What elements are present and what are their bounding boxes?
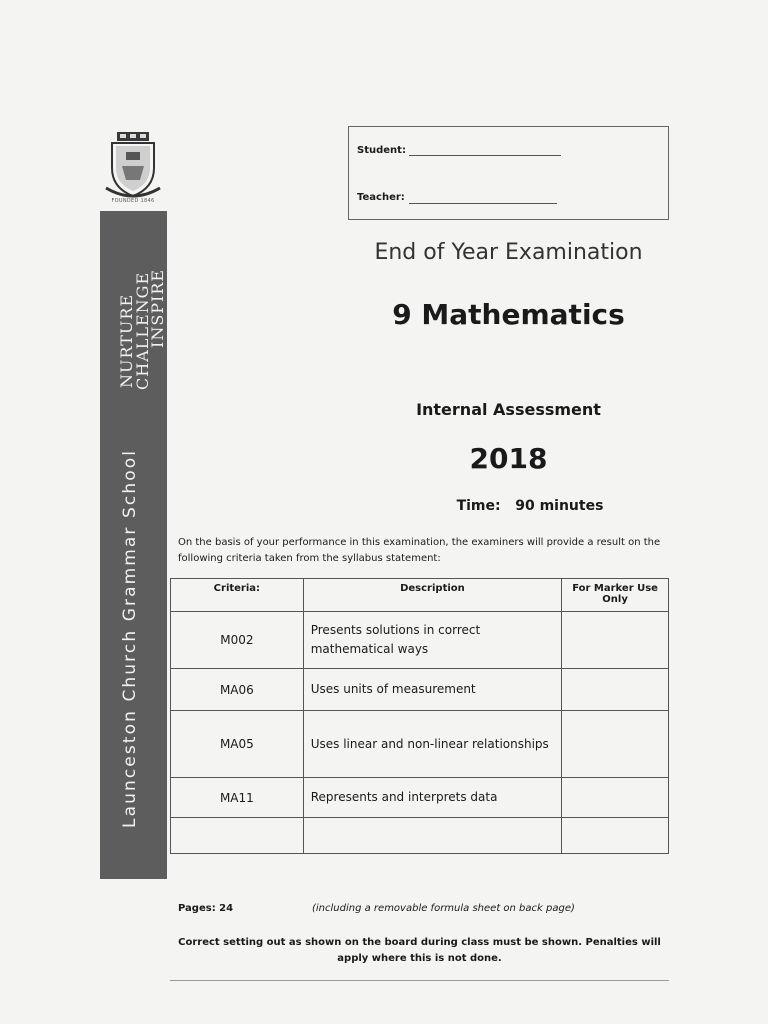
table-header-row bbox=[171, 579, 669, 612]
table-row bbox=[171, 818, 669, 854]
intro-text: On the basis of your performance in this examination, the examiners will provide a result on the following criteria taken from the syllabus statement: bbox=[178, 537, 661, 564]
exam-year: 2018 bbox=[469, 442, 548, 475]
header-criteria: Criteria: bbox=[171, 579, 304, 612]
header-marker: For Marker Use Only bbox=[562, 579, 669, 612]
teacher-label: Teacher: bbox=[357, 192, 405, 203]
criteria-code: MA06 bbox=[171, 669, 304, 711]
time-label: Time: bbox=[456, 498, 501, 514]
criteria-code: MA05 bbox=[171, 711, 304, 778]
criteria-table bbox=[170, 578, 669, 853]
bottom-divider bbox=[170, 980, 669, 981]
student-name-line[interactable] bbox=[409, 155, 561, 156]
criteria-description bbox=[303, 818, 561, 854]
table-row bbox=[171, 669, 669, 711]
criteria-code bbox=[171, 818, 304, 854]
time-value: 90 minutes bbox=[515, 498, 604, 514]
table-row bbox=[171, 711, 669, 778]
marker-cell[interactable] bbox=[562, 818, 669, 854]
motto-nurture: NURTURE bbox=[117, 293, 136, 388]
identity-box bbox=[348, 126, 669, 220]
marker-cell[interactable] bbox=[562, 669, 669, 711]
founded-text: FOUNDED 1846 bbox=[111, 198, 155, 204]
table-row bbox=[171, 778, 669, 818]
marker-cell[interactable] bbox=[562, 778, 669, 818]
school-name: Launceston Church Grammar School bbox=[120, 448, 140, 828]
subject-title: 9 Mathematics bbox=[392, 298, 625, 331]
criteria-description: Presents solutions in correct mathematical ways bbox=[303, 612, 561, 669]
header-description: Description bbox=[303, 579, 561, 612]
marker-cell[interactable] bbox=[562, 612, 669, 669]
teacher-name-line[interactable] bbox=[409, 203, 557, 204]
criteria-description: Represents and interprets data bbox=[303, 778, 561, 818]
setting-out-note: Correct setting out as shown on the board during class must be shown. Penalties will apply where this is not done. bbox=[178, 937, 661, 964]
motto-challenge: CHALLENGE bbox=[133, 271, 152, 390]
formula-sheet-note: (including a removable formula sheet on back page) bbox=[312, 903, 575, 914]
exam-title: End of Year Examination bbox=[374, 240, 643, 265]
marker-cell[interactable] bbox=[562, 711, 669, 778]
criteria-description: Uses units of measurement bbox=[303, 669, 561, 711]
student-label: Student: bbox=[357, 145, 406, 156]
criteria-code: MA11 bbox=[171, 778, 304, 818]
motto-inspire: INSPIRE bbox=[148, 268, 167, 348]
exam-time bbox=[400, 498, 660, 514]
assessment-type: Internal Assessment bbox=[416, 400, 601, 419]
table-row bbox=[171, 612, 669, 669]
criteria-description: Uses linear and non-linear relationships bbox=[303, 711, 561, 778]
criteria-code: M002 bbox=[171, 612, 304, 669]
page-count: Pages: 24 bbox=[178, 903, 234, 914]
